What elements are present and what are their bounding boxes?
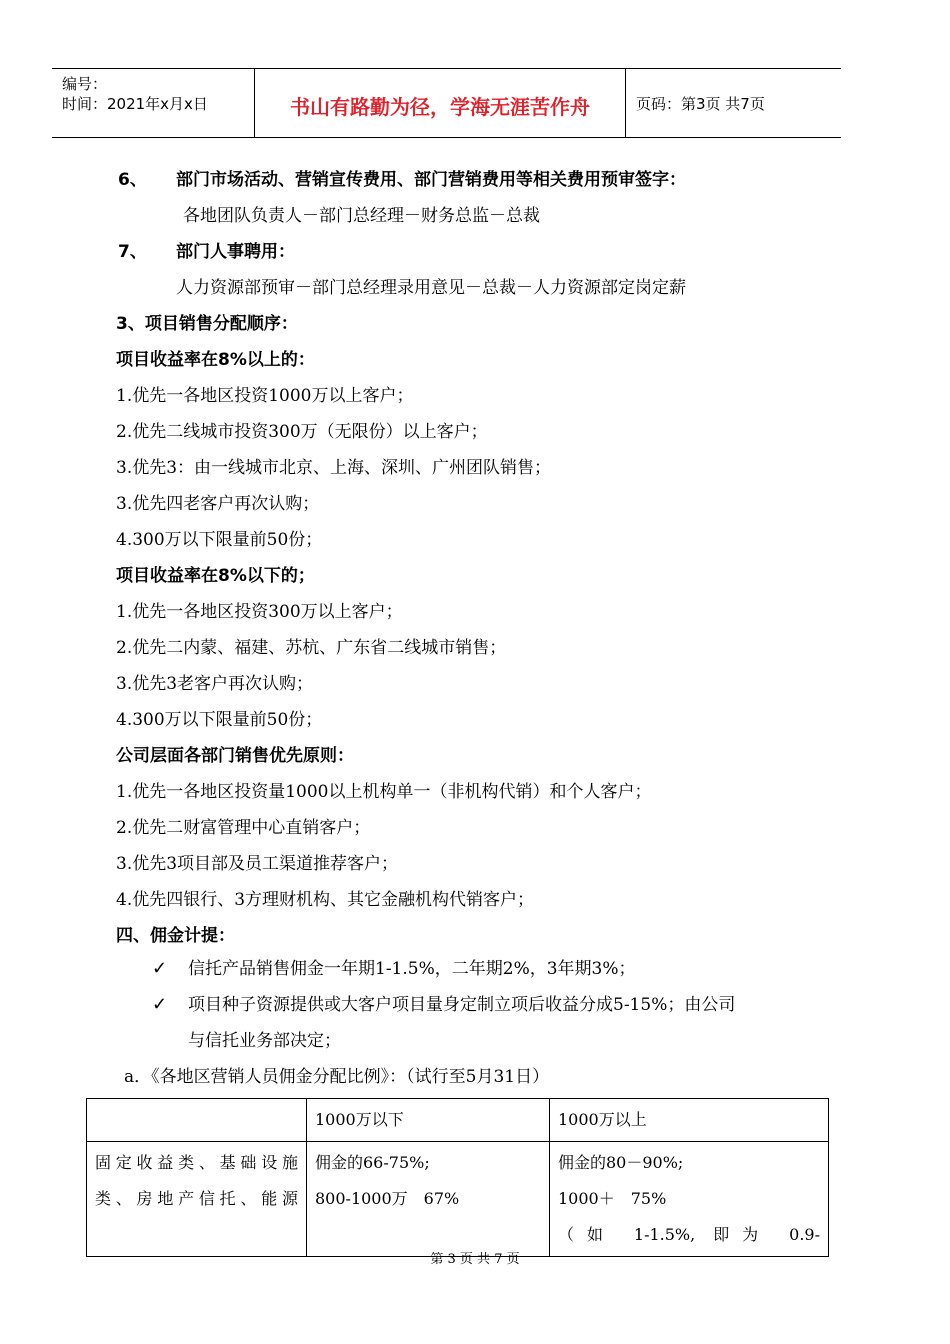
cell-line: 800-1000万 67% — [315, 1189, 460, 1208]
cell-line: 佣金的66-75%; — [315, 1153, 430, 1172]
page-header — [52, 68, 841, 138]
above8-item: 3.优先四老客户再次认购； — [116, 494, 320, 514]
checkmark-icon: ✓ — [152, 994, 168, 1015]
commission-item: 信托产品销售佣金一年期1-1.5%，二年期2%，3年期3%； — [188, 959, 636, 979]
checkmark-icon: ✓ — [152, 958, 168, 979]
above8-item: 2.优先二线城市投资300万（无限份）以上客户； — [116, 422, 488, 442]
item7-title: 部门人事聘用： — [176, 242, 295, 262]
below8-item: 2.优先二内蒙、福建、苏杭、广东省二线城市销售； — [116, 638, 507, 658]
table-header-cell: 1000万以下 — [307, 1099, 550, 1142]
item7-text: 人力资源部预审－部门总经理录用意见－总裁－人力资源部定岗定薪 — [176, 278, 686, 298]
commission-item-continued: 与信托业务部决定； — [188, 1031, 341, 1051]
item6-number: 6、 — [118, 170, 147, 190]
commission-item: 项目种子资源提供或大客户项目量身定制立项后收益分成5-15%；由公司 — [188, 995, 736, 1015]
item6-title: 部门市场活动、营销宣传费用、部门营销费用等相关费用预审签字： — [176, 170, 686, 190]
company-priority-title: 公司层面各部门销售优先原则： — [116, 746, 354, 766]
header-page-label: 页码：第3页 共7页 — [636, 95, 765, 113]
table-header-cell: 1000万以上 — [550, 1099, 829, 1142]
table-header-cell — [87, 1099, 307, 1142]
below8-item: 1.优先一各地区投资300万以上客户； — [116, 602, 403, 622]
document-time-label: 时间：2021年x月x日 — [62, 95, 208, 113]
company-priority-item: 4.优先四银行、3方理财机构、其它金融机构代销客户； — [116, 890, 535, 910]
above8-item: 4.300万以下限量前50份； — [116, 530, 323, 550]
above8-title: 项目收益率在8%以上的： — [116, 350, 315, 370]
table-cell — [307, 1142, 550, 1257]
header-page-cell — [626, 69, 841, 137]
cell-line: 类、房地产信托、能源 — [95, 1189, 298, 1208]
document-number-label: 编号： — [62, 75, 108, 93]
page-footer: 第 3 页 共 7 页 — [430, 1252, 520, 1267]
company-priority-item: 2.优先二财富管理中心直销客户； — [116, 818, 371, 838]
company-priority-item: 3.优先3项目部及员工渠道推荐客户； — [116, 854, 399, 874]
table-header-row — [87, 1099, 829, 1142]
item6-text: 各地团队负责人－部门总经理－财务总监－总裁 — [183, 206, 540, 226]
above8-item: 1.优先一各地区投资1000万以上客户； — [116, 386, 414, 406]
below8-item: 3.优先3老客户再次认购； — [116, 674, 314, 694]
cell-line: 佣金的80－90%; — [558, 1153, 684, 1172]
header-motto-cell — [255, 69, 626, 137]
table-cell — [87, 1142, 307, 1257]
section4-title: 四、佣金计提： — [116, 926, 235, 946]
table-row — [87, 1142, 829, 1257]
header-meta-cell — [52, 69, 255, 137]
below8-item: 4.300万以下限量前50份； — [116, 710, 323, 730]
header-motto: 书山有路勤为径，学海无涯苦作舟 — [290, 95, 590, 119]
company-priority-item: 1.优先一各地区投资量1000以上机构单一（非机构代销）和个人客户； — [116, 782, 652, 802]
cell-line: 固定收益类、基础设施 — [95, 1153, 298, 1172]
cell-line: （如 1-1.5%, 即为 0.9- — [558, 1225, 820, 1244]
table-cell — [550, 1142, 829, 1257]
section3-title: 3、项目销售分配顺序： — [116, 314, 298, 334]
item7-number: 7、 — [118, 242, 147, 262]
commission-table — [86, 1098, 829, 1257]
below8-title: 项目收益率在8%以下的； — [116, 566, 315, 586]
cell-line: 1000＋ 75% — [558, 1189, 667, 1208]
table-caption: a．《各地区营销人员佣金分配比例》：（试行至5月31日） — [124, 1067, 550, 1087]
above8-item: 3.优先3：由一线城市北京、上海、深圳、广州团队销售； — [116, 458, 552, 478]
